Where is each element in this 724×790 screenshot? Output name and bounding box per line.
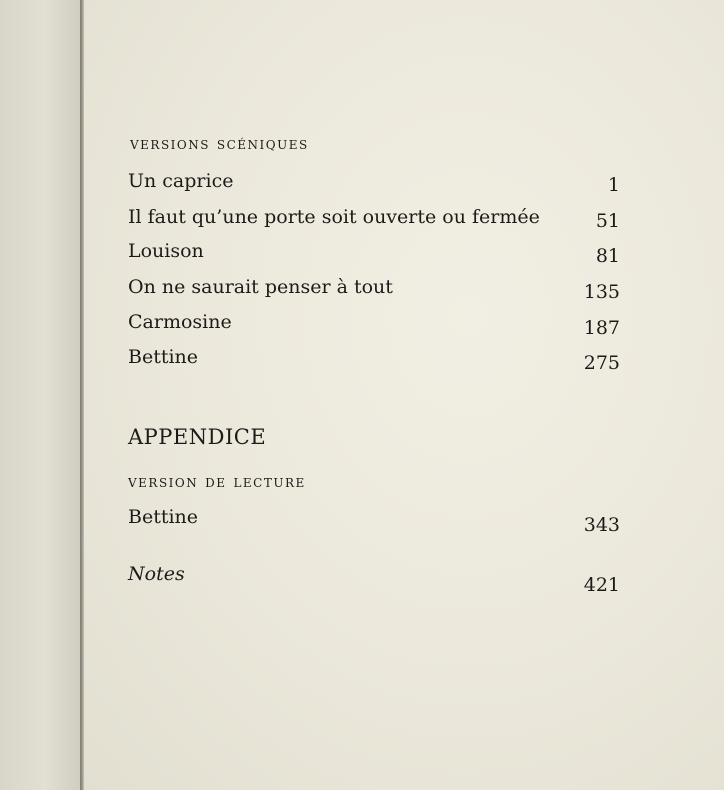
- toc-entry-title: Bettine: [128, 346, 199, 368]
- toc-entry-title: On ne saurait penser à tout: [128, 276, 393, 298]
- notes-entry-page: 421: [583, 574, 620, 596]
- toc-entry-page: 81: [595, 245, 620, 267]
- toc-entry-title: Un caprice: [128, 170, 234, 192]
- toc-entry-page: 135: [583, 281, 620, 303]
- left-page-gutter: [0, 0, 82, 790]
- appendix-heading: APPENDICE: [128, 425, 267, 449]
- toc-entry-page: 1: [607, 174, 620, 196]
- toc-entry-title: Louison: [128, 240, 204, 262]
- toc-entry-page: 275: [583, 352, 620, 374]
- toc-entry-page: 187: [583, 317, 620, 339]
- section-heading-versions-sceniques: versions scéniques: [130, 134, 309, 154]
- toc-entry-page: 343: [583, 514, 620, 536]
- toc-entry-title: Bettine: [128, 506, 199, 528]
- toc-entry-page: 51: [595, 210, 620, 232]
- notes-entry-title: Notes: [128, 563, 185, 585]
- toc-entry-title: Il faut qu’une porte soit ouverte ou fermée: [128, 206, 540, 228]
- toc-entry-title: Carmosine: [128, 311, 232, 333]
- table-of-contents-page: [84, 0, 724, 790]
- appendix-subheading: version de lecture: [128, 472, 306, 492]
